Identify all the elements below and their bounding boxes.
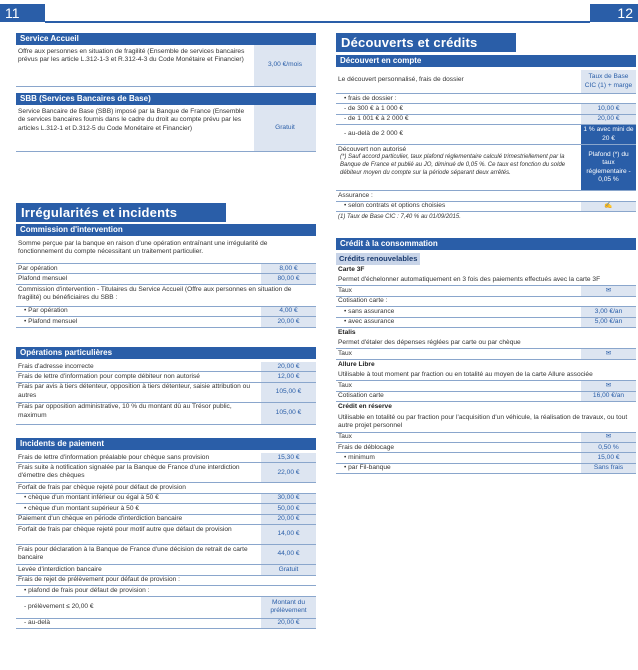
table-row [336, 125, 636, 145]
row-value: 16,00 €/an [581, 392, 636, 401]
row-label: • Par opération [16, 307, 261, 316]
row-label: • minimum [336, 453, 581, 462]
row-value: 1 % avec mini de 20 € [581, 125, 636, 144]
table-row [16, 403, 316, 425]
row-value: 5,00 €/an [581, 318, 636, 327]
table-row [16, 515, 316, 525]
mail-icon: ✉ [581, 349, 636, 358]
row-value: 15,30 € [261, 453, 316, 462]
table-row [16, 317, 316, 327]
row-label: Par opération [18, 264, 58, 272]
table-row [336, 191, 636, 201]
mail-icon: ✉ [581, 433, 636, 442]
page-number: 11 [0, 4, 45, 22]
row-value: 30,00 € [261, 494, 316, 503]
table-row [336, 145, 636, 191]
table-row [336, 297, 636, 307]
page-number: 12 [590, 4, 638, 22]
row-label: Frais de lettre d'information préalable pour chèque sans provision [18, 453, 210, 461]
table-row [336, 202, 636, 212]
table-row [336, 433, 636, 443]
row-label: Permet d'étaler des dépenses réglées par carte ou par chèque [338, 339, 521, 347]
row-value: 22,00 € [261, 463, 316, 482]
product-title: Etalis [338, 329, 356, 337]
row-value: 105,00 € [261, 403, 316, 424]
row-label: Frais de déblocage [338, 443, 395, 451]
chapter-title: Découverts et crédits [336, 33, 516, 52]
row-value: 14,00 € [261, 525, 316, 544]
table-row [16, 45, 316, 87]
row-label: - de 1 001 € à 2 000 € [344, 115, 409, 123]
row-label: Le découvert personnalisé, frais de dossier [338, 76, 464, 83]
table-row [336, 104, 636, 114]
table-row [16, 525, 316, 545]
table-row [336, 318, 636, 328]
incidents-section [16, 438, 316, 629]
pen-icon: ✍ [581, 202, 636, 211]
row-label: • par Fil-banque [336, 464, 581, 473]
irregularites-title-box [16, 203, 226, 222]
table-row [16, 105, 316, 152]
row-label: • selon contrats et options choisies [336, 202, 581, 211]
table-row [336, 381, 636, 391]
service-accueil-section [16, 33, 316, 87]
table-row [336, 94, 636, 104]
row-value: Gratuit [261, 565, 316, 574]
row-label: Taux [338, 381, 352, 389]
section-header: Découvert en compte [336, 55, 636, 67]
table-row [16, 586, 316, 596]
row-label: Frais suite à notification signalée par la Banque de France d'une interdiction d'émettre des chèques [18, 463, 240, 480]
row-label: Frais d'adresse incorrecte [18, 362, 94, 370]
mail-icon: ✉ [581, 286, 636, 295]
divider [319, 21, 590, 23]
table-row [336, 307, 636, 317]
service-accueil-value: 3,00 €/mois [254, 45, 316, 86]
service-accueil-text: Offre aux personnes en situation de fragilité (Ensemble de services bancaires prévus par les article L.312-1-3 et R.312-4-3 du Code Monétaire et Financier) [18, 48, 245, 64]
row-label: Forfait de frais par chèque rejeté pour défaut de provision [18, 483, 186, 491]
section-header: Commission d'intervention [16, 224, 316, 236]
row-value: 20,00 € [261, 317, 316, 326]
row-label: • avec assurance [336, 318, 581, 327]
table-row [16, 264, 316, 274]
table-row [336, 349, 636, 359]
sbb-section [16, 93, 316, 152]
sbb-text: Service Bancaire de Base (SBB) imposé par la Banque de France (Ensemble de services bancaires fournis dans le cadre du droit au compte prévu par les articles L.312-1 et D.312-5 du Code Monétaire et Financier) [18, 108, 245, 132]
row-label: Taux [338, 433, 352, 441]
row-label: Frais pour déclaration à la Banque de France d'une décision de retrait de carte bancaire [18, 545, 248, 562]
table-row [16, 483, 316, 493]
table-row [336, 339, 636, 349]
commission-fragile: Commission d'intervention - Titulaires du Service Accueil (Offre aux personnes en situation de fragilité) ou bénéficiaires du SBB : [16, 285, 316, 307]
product-desc: Permet d'échelonner automatiquement en 3 fois des paiements effectués avec la carte 3F [336, 275, 636, 286]
row-label: Frais de rejet de prélèvement pour défaut de provision : [18, 576, 181, 584]
operations-section [16, 347, 316, 425]
row-value: Taux de Base CIC (1) + marge [581, 70, 636, 93]
row-label: Paiement d'un chèque en période d'interdiction bancaire [18, 515, 183, 523]
row-value [581, 94, 636, 103]
row-label: Forfait de frais par chèque rejeté pour motif autre que défaut de provision [18, 525, 232, 533]
table-row [16, 576, 316, 586]
row-value: Sans frais [581, 464, 636, 473]
row-label: • chèque d'un montant supérieur à 50 € [16, 504, 261, 513]
product-desc: Utilisable à tout moment par fraction ou en totalité au moyen de la carte Allure associée [336, 370, 636, 381]
table-row [336, 115, 636, 125]
row-value: 44,00 € [261, 545, 316, 564]
decouverts-title-box [336, 33, 516, 52]
row-value [581, 191, 636, 200]
row-label: • sans assurance [336, 307, 581, 316]
table-row [16, 362, 316, 372]
row-value: 105,00 € [261, 383, 316, 402]
row-value: 15,00 € [581, 453, 636, 462]
table-row [336, 392, 636, 402]
divider [45, 21, 319, 23]
section-header: Service Accueil [16, 33, 316, 45]
section-header: SBB (Services Bancaires de Base) [16, 93, 316, 105]
sbb-value: Gratuit [254, 105, 316, 151]
row-value: 8,00 € [261, 264, 316, 273]
row-label: Taux [338, 349, 352, 357]
row-value: 0,50 % [581, 443, 636, 452]
row-label: Cotisation carte : [338, 297, 388, 305]
product-title: Carte 3F [338, 265, 365, 273]
section-header: Opérations particulières [16, 347, 316, 359]
table-row [16, 545, 316, 565]
row-label: Frais par opposition administrative, 10 % du montant dû au Trésor public, maximum [18, 403, 232, 419]
table-row [16, 565, 316, 575]
row-value [261, 586, 316, 595]
table-row [16, 274, 316, 284]
row-label: • Plafond mensuel [16, 317, 261, 326]
table-row [336, 286, 636, 296]
row-label: - au-delà de 2 000 € [344, 130, 404, 138]
table-row [16, 453, 316, 463]
decouvert-section [336, 55, 636, 223]
table-row [16, 307, 316, 317]
row-label: • chèque d'un montant inférieur ou égal à 50 € [16, 494, 261, 503]
row-value: 12,00 € [261, 372, 316, 381]
row-label: Levée d'interdiction bancaire [18, 565, 102, 573]
row-label: - prélèvement ≤ 20,00 € [24, 602, 94, 610]
section-header: Crédit à la consommation [336, 238, 636, 250]
row-value: 20,00 € [261, 515, 316, 524]
row-label: Découvert non autorisé (*) Sauf accord particulier, taux plafond réglementaire calculé trimestriellement par la Banque de France et publié au JO, diminué de 0,05 %. Ce taux est fonction du solde débiteur moyen du compte sur la période séparant deux arrêtés. [338, 145, 566, 176]
row-label: Frais par avis à tiers détenteur, opposition à tiers détenteur, saisie attribution ou autres [18, 383, 251, 399]
row-label: Plafond mensuel [18, 274, 68, 282]
row-value: Montant du prélèvement [261, 597, 316, 618]
row-label: Assurance : [338, 191, 373, 199]
table-row [336, 453, 636, 463]
section-header: Incidents de paiement [16, 438, 316, 450]
footnote: (1) Taux de Base CIC : 7,40 % au 01/09/2015. [338, 214, 461, 221]
row-label: Frais de lettre d'information pour compte débiteur non autorisé [18, 372, 200, 380]
sub-header: Crédits renouvelables [336, 253, 420, 265]
row-value: 50,00 € [261, 504, 316, 513]
table-row [16, 372, 316, 382]
row-value: 20,00 € [261, 619, 316, 628]
row-value [581, 339, 636, 348]
row-label: • plafond de frais pour défaut de provision : [16, 586, 261, 595]
chapter-title: Irrégularités et incidents [16, 203, 226, 222]
page-right [319, 0, 638, 670]
commission-section [16, 224, 316, 328]
row-label: Taux [338, 286, 352, 294]
row-label: - au-delà [24, 619, 51, 626]
row-value [261, 576, 316, 585]
table-row [336, 70, 636, 94]
row-value [261, 483, 316, 492]
row-value: 20,00 € [261, 362, 316, 371]
row-value: 10,00 € [581, 104, 636, 113]
table-row [16, 383, 316, 403]
product-desc: Utilisable en totalité ou par fraction pour l'acquisition d'un véhicule, la réalisation de travaux, ou tout autre projet personnel [336, 413, 636, 433]
row-label: - de 300 € à 1 000 € [344, 104, 404, 112]
row-value: Plafond (*) du taux réglementaire - 0,05 % [581, 145, 636, 190]
table-row [336, 443, 636, 453]
table-row [16, 597, 316, 619]
row-label: Cotisation carte [338, 392, 384, 400]
row-label: • frais de dossier : [336, 94, 581, 103]
product-title: Allure Libre [338, 360, 375, 368]
table-row [16, 504, 316, 514]
row-value: 3,00 €/an [581, 307, 636, 316]
table-row [336, 464, 636, 474]
row-value: 20,00 € [581, 115, 636, 124]
commission-intro: Somme perçue par la banque en raison d'une opération entraînant une irrégularité de fonctionnement du compte nécessitant un traitement particulier. [16, 236, 316, 264]
table-row [16, 494, 316, 504]
table-row [16, 619, 316, 629]
row-value [581, 297, 636, 306]
mail-icon: ✉ [581, 381, 636, 390]
table-row [16, 463, 316, 483]
product-title: Crédit en réserve [338, 403, 392, 411]
row-value: 4,00 € [261, 307, 316, 316]
row-value: 80,00 € [261, 274, 316, 283]
credit-section [336, 238, 636, 474]
